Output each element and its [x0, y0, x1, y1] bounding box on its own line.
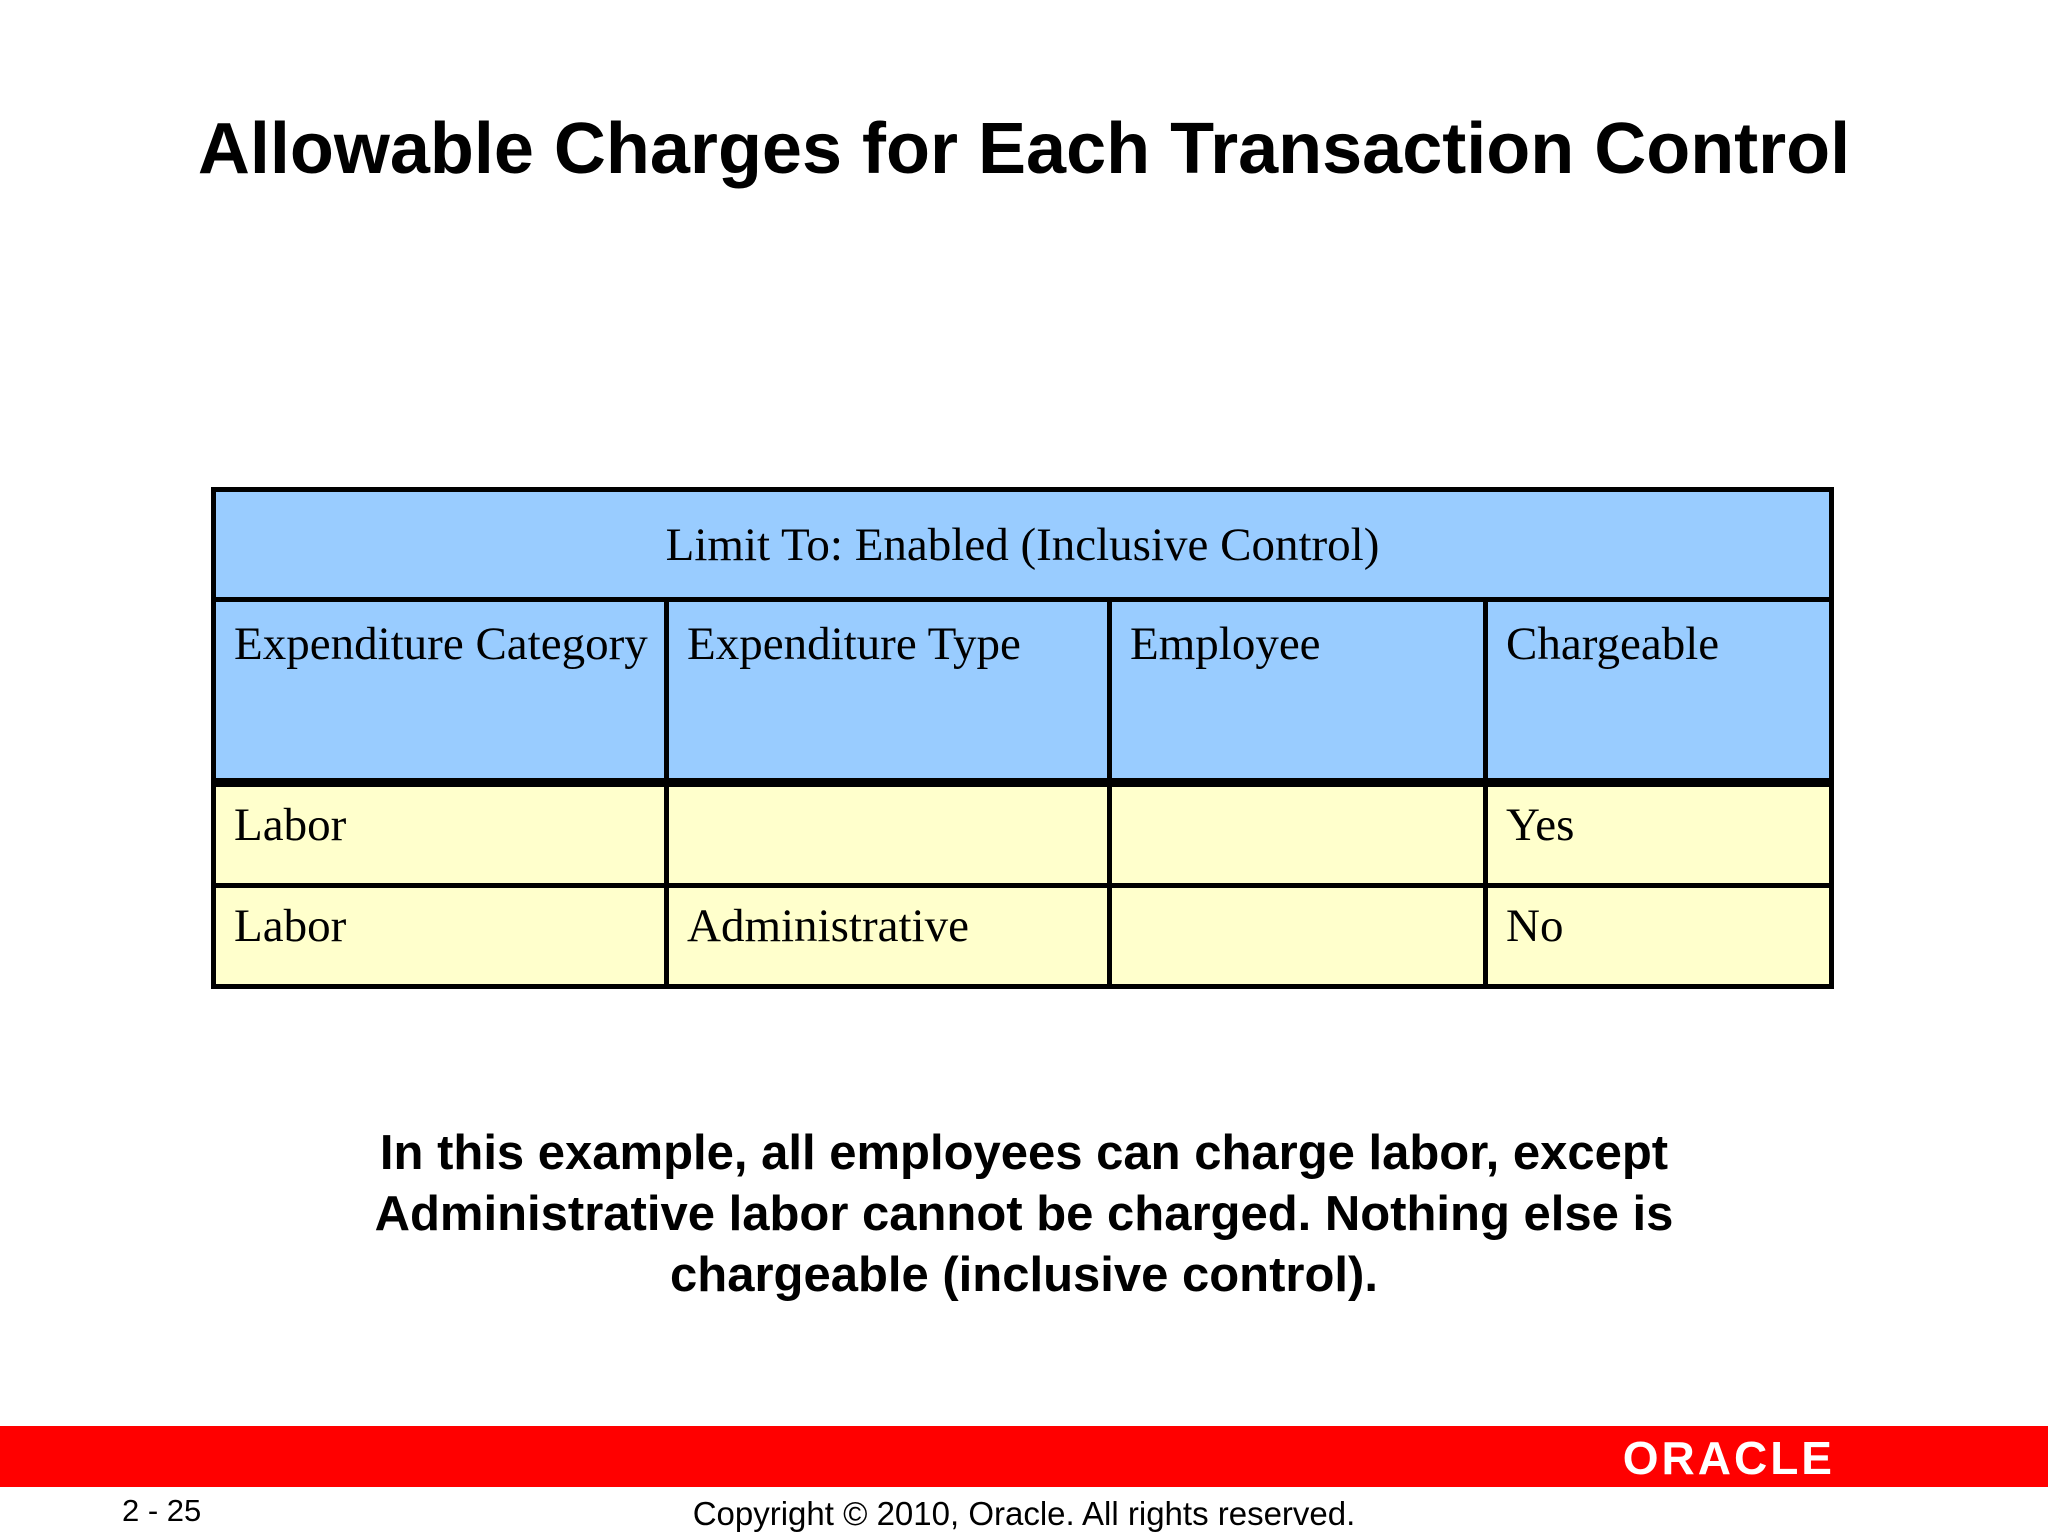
cell-expenditure-type: Administrative — [667, 886, 1110, 987]
page-number: 2 - 25 — [122, 1493, 202, 1528]
cell-employee — [1110, 886, 1486, 987]
cell-expenditure-category: Labor — [214, 886, 667, 987]
cell-chargeable: Yes — [1486, 783, 1832, 886]
cell-chargeable: No — [1486, 886, 1832, 987]
column-header-expenditure-type: Expenditure Type — [667, 600, 1110, 783]
copyright-notice: Copyright © 2010, Oracle. All rights reserved. — [692, 1495, 1356, 1532]
table-caption-row — [214, 490, 1832, 600]
note-line: In this example, all employees can charge labor, except — [379, 1126, 1669, 1180]
note-line: Administrative labor cannot be charged. Nothing else is — [374, 1187, 1674, 1241]
cell-expenditure-category: Labor — [214, 783, 667, 886]
column-header-chargeable: Chargeable — [1486, 600, 1832, 783]
table-row — [214, 886, 1832, 987]
column-header-expenditure-category: Expenditure Category — [214, 600, 667, 783]
example-note — [0, 1123, 2048, 1306]
transaction-control-table — [211, 487, 1834, 989]
table-row — [214, 783, 1832, 886]
table-caption: Limit To: Enabled (Inclusive Control) — [214, 490, 1832, 600]
cell-employee — [1110, 783, 1486, 886]
column-header-employee: Employee — [1110, 600, 1486, 783]
table-header-row — [214, 600, 1832, 783]
cell-expenditure-type — [667, 783, 1110, 886]
oracle-logo: ORACLE — [1622, 1432, 1835, 1484]
note-line: chargeable (inclusive control). — [670, 1248, 1378, 1302]
slide-title: Allowable Charges for Each Transaction Control — [197, 109, 1851, 189]
